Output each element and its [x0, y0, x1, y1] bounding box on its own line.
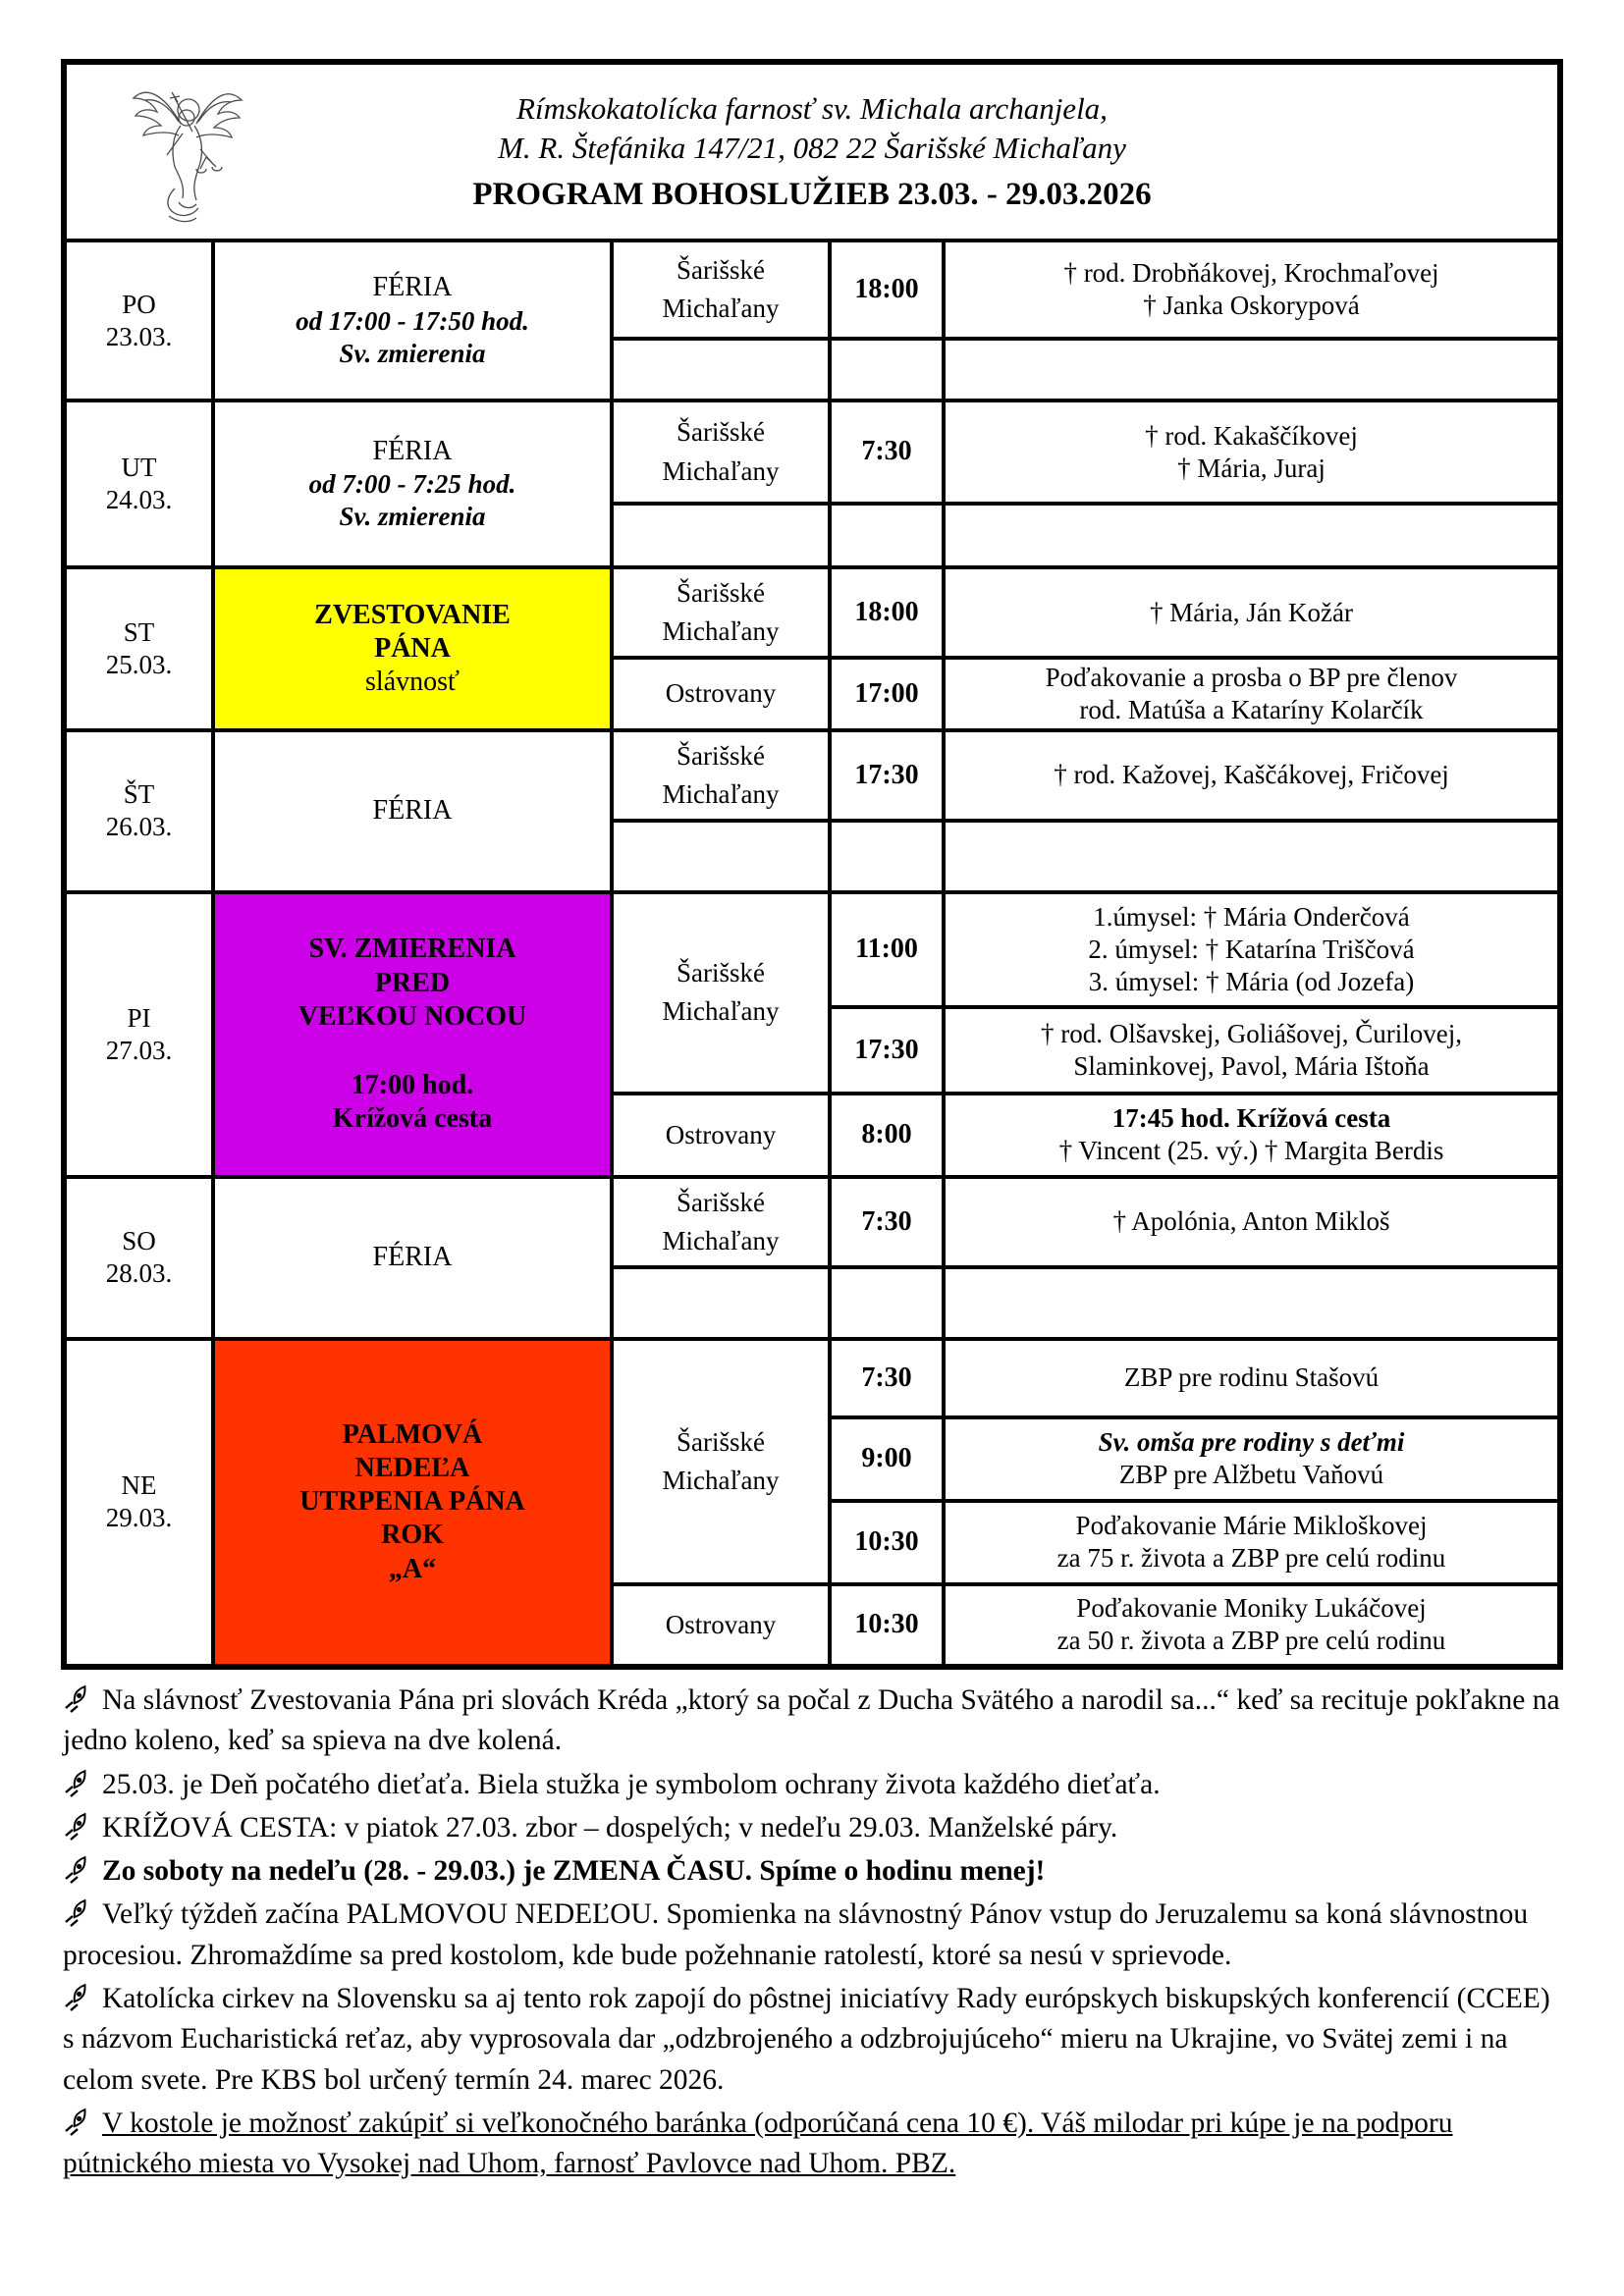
pen-bullet-icon [63, 1811, 92, 1841]
day-date: 28.03. [105, 1258, 173, 1289]
place-cell: Šarišské Michaľany [612, 892, 830, 1094]
day-cell-stv [64, 730, 213, 892]
empty-place-cell [612, 339, 830, 400]
empty-place-cell [612, 821, 830, 892]
intention-line: † rod. Drobňákovej, Krochmaľovej [1063, 258, 1439, 289]
feast-name: FÉRIA [372, 795, 453, 827]
pen-bullet-icon [63, 1768, 92, 1797]
feast-name: PÁNA [374, 632, 451, 664]
intention-line: † rod. Kažovej, Kaščákovej, Fričovej [1054, 760, 1449, 790]
feast-rank: slávnosť [365, 667, 460, 698]
intention-cell [944, 1094, 1560, 1177]
feast-cell-zvestovanie [213, 567, 612, 730]
time-cell: 17:00 [830, 658, 944, 730]
pen-bullet-icon [63, 1683, 92, 1713]
confession-title: PRED [374, 967, 451, 998]
intention-cell [944, 1417, 1560, 1501]
announcement-item-easter-lamb [63, 2104, 1565, 2185]
intention-line: za 50 r. života a ZBP pre celú rodinu [1056, 1626, 1446, 1656]
day-cell-pi [64, 892, 213, 1177]
confession-title: VEĽKOU NOCOU [298, 1000, 527, 1032]
time-cell: 10:30 [830, 1584, 944, 1667]
feast-name: NEDEĽA [354, 1453, 470, 1484]
empty-intention-cell [944, 504, 1560, 567]
st-michael-logo-icon [124, 73, 251, 230]
announcement-item [63, 1895, 1565, 1976]
intention-line: † rod. Olšavskej, Goliášovej, Čurilovej, [1041, 1018, 1462, 1048]
feast-cell-ut [213, 400, 612, 567]
page-title: PROGRAM BOHOSLUŽIEB 23.03. - 29.03.2026 [472, 176, 1152, 212]
intention-cell [944, 1177, 1560, 1267]
day-abbr: NE [121, 1470, 157, 1501]
place-cell: Ostrovany [612, 1094, 830, 1177]
confession-title: SV. ZMIERENIA [308, 934, 516, 965]
place-cell: Šarišské Michaľany [612, 567, 830, 658]
place-cell: Šarišské Michaľany [612, 1177, 830, 1267]
empty-place-cell [612, 504, 830, 567]
way-of-cross-label: Krížová cesta [332, 1103, 493, 1135]
parish-name: Rímskokatolícka farnosť sv. Michala archanjela, [516, 91, 1108, 127]
day-date: 24.03. [105, 485, 173, 514]
place-cell: Šarišské Michaľany [612, 240, 830, 339]
feast-name: FÉRIA [372, 272, 453, 303]
place-cell: Šarišské Michaľany [612, 1339, 830, 1584]
time-cell: 17:30 [830, 730, 944, 821]
empty-time-cell [830, 1267, 944, 1339]
intention-cell [944, 240, 1560, 339]
pen-bullet-icon [63, 1854, 92, 1884]
way-of-cross-time: 17:00 hod. [351, 1069, 474, 1100]
place-cell: Ostrovany [612, 1584, 830, 1667]
intention-line: Poďakovanie Márie Mikloškovej [1075, 1511, 1428, 1541]
day-cell-ut [64, 400, 213, 567]
confession-label: Sv. zmierenia [339, 502, 486, 532]
intention-cell [944, 1584, 1560, 1667]
intention-cell [944, 892, 1560, 1007]
parish-address: M. R. Štefánika 147/21, 082 22 Šarišské Michaľany [498, 131, 1126, 166]
day-date: 27.03. [105, 1035, 173, 1065]
time-cell: 17:30 [830, 1007, 944, 1094]
intention-line: ZBP pre Alžbetu Vaňovú [1118, 1460, 1384, 1490]
pen-bullet-icon [63, 1897, 92, 1927]
intention-line: † Apolónia, Anton Mikloš [1112, 1206, 1390, 1237]
time-cell: 7:30 [830, 400, 944, 504]
time-cell: 7:30 [830, 1177, 944, 1267]
feast-name: PALMOVÁ [342, 1418, 483, 1450]
intention-line: † Mária, Juraj [1177, 453, 1326, 483]
intention-line: † rod. Kakaščíkovej [1145, 420, 1358, 451]
day-abbr: PO [122, 289, 156, 319]
intention-cell [944, 567, 1560, 658]
announcements-section [63, 1681, 1565, 2188]
time-cell: 7:30 [830, 1339, 944, 1417]
intention-line: 2. úmysel: † Katarína Triščová [1088, 934, 1415, 964]
day-cell-so [64, 1177, 213, 1339]
intention-line: † Janka Oskorypová [1143, 291, 1360, 320]
way-of-cross-note: 17:45 hod. Krížová cesta [1111, 1103, 1391, 1134]
day-abbr: UT [121, 453, 157, 483]
mass-schedule-table [61, 59, 1563, 1670]
place-cell: Ostrovany [612, 658, 830, 730]
liturgical-year: „A“ [388, 1553, 437, 1584]
place-cell: Šarišské Michaľany [612, 730, 830, 821]
place-cell: Šarišské Michaľany [612, 400, 830, 504]
pen-bullet-icon [63, 2107, 92, 2136]
announcement-text: Katolícka cirkev na Slovensku sa aj tento rok zapojí do pôstnej iniciatívy Rady európskych biskupských konferencií (CCEE) s názvom Eucharistická reťaz, aby vyprosovala dar „odzbrojeného a odzbrojujúceho“ mieru na Ukrajine, vo Svätej zemi i na celom svete. Pre KBS bol určený termín 24. marec 2026. [63, 1983, 1550, 2096]
table-header [64, 62, 1560, 240]
feast-cell-zmierenie [213, 892, 612, 1177]
intention-line: Poďakovanie a prosba o BP pre členov [1045, 663, 1458, 692]
intention-line: Slaminkovej, Pavol, Mária Ištoňa [1073, 1050, 1430, 1081]
intention-line: 3. úmysel: † Mária (od Jozefa) [1088, 966, 1415, 996]
announcement-item [63, 1979, 1565, 2101]
time-cell: 9:00 [830, 1417, 944, 1501]
announcement-item [63, 1765, 1565, 1805]
intention-line: ZBP pre rodinu Stašovú [1123, 1362, 1380, 1393]
announcement-text: KRÍŽOVÁ CESTA: v piatok 27.03. zbor – dospelých; v nedeľu 29.03. Manželské páry. [102, 1811, 1118, 1843]
intention-line: † Mária, Ján Kožár [1150, 597, 1353, 627]
confession-time: od 7:00 - 7:25 hod. [308, 469, 516, 500]
day-date: 26.03. [105, 812, 173, 842]
spacer [221, 1034, 604, 1069]
day-date: 25.03. [105, 649, 173, 679]
day-cell-ne [64, 1339, 213, 1667]
announcement-text: V kostole je možnosť zakúpiť si veľkonočného baránka (odporúčaná cena 10 €). Váš milodar pri kúpe je na podporu pútnického miesta vo Vysokej nad Uhom, farnosť Pavlovce nad Uhom. PBZ. [63, 2107, 1453, 2180]
empty-time-cell [830, 821, 944, 892]
time-cell: 18:00 [830, 240, 944, 339]
family-mass-note: Sv. omša pre rodiny s deťmi [1098, 1427, 1405, 1458]
empty-intention-cell [944, 339, 1560, 400]
day-date: 23.03. [105, 321, 173, 351]
day-cell-st [64, 567, 213, 730]
time-cell: 11:00 [830, 892, 944, 1007]
intention-cell [944, 1501, 1560, 1584]
feast-name: UTRPENIA PÁNA [299, 1486, 525, 1518]
empty-place-cell [612, 1267, 830, 1339]
feast-name: FÉRIA [372, 1242, 453, 1273]
empty-intention-cell [944, 1267, 1560, 1339]
intention-cell [944, 1339, 1560, 1417]
day-date: 29.03. [105, 1503, 173, 1533]
intention-cell [944, 400, 1560, 504]
intention-cell [944, 730, 1560, 821]
day-abbr: ŠT [123, 779, 155, 810]
announcement-text: Zo soboty na nedeľu (28. - 29.03.) je ZMENA ČASU. Spíme o hodinu menej! [102, 1855, 1046, 1888]
empty-intention-cell [944, 821, 1560, 892]
announcement-text: 25.03. je Deň počatého dieťaťa. Biela stužka je symbolom ochrany života každého dieťaťa. [102, 1768, 1161, 1800]
feast-name: ZVESTOVANIE [314, 599, 511, 630]
day-abbr: SO [122, 1226, 156, 1256]
empty-time-cell [830, 339, 944, 400]
announcement-text: Na slávnosť Zvestovania Pána pri slovách Kréda „ktorý sa počal z Ducha Svätého a narodil sa...“ keď sa recituje pokľakne na jedno koleno, keď sa spieva na dve kolená. [63, 1684, 1560, 1757]
intention-line: † Vincent (25. vý.) † Margita Berdis [1058, 1136, 1444, 1166]
announcement-item [63, 1808, 1565, 1848]
feast-cell-stv [213, 730, 612, 892]
intention-cell [944, 1007, 1560, 1094]
time-cell: 10:30 [830, 1501, 944, 1584]
intention-line: 1.úmysel: † Mária Onderčová [1093, 901, 1410, 932]
day-cell-po [64, 240, 213, 400]
intention-line: Poďakovanie Moniky Lukáčovej [1076, 1593, 1427, 1624]
announcement-item-time-change [63, 1851, 1565, 1892]
intention-line: za 75 r. života a ZBP pre celú rodinu [1056, 1543, 1446, 1574]
day-abbr: ST [123, 617, 155, 647]
feast-cell-po [213, 240, 612, 400]
confession-label: Sv. zmierenia [339, 338, 486, 368]
time-cell: 8:00 [830, 1094, 944, 1177]
pen-bullet-icon [63, 1982, 92, 2011]
day-abbr: PI [127, 1002, 151, 1033]
confession-time: od 17:00 - 17:50 hod. [296, 305, 529, 336]
intention-line: rod. Matúša a Kataríny Kolarčík [1079, 694, 1424, 724]
empty-time-cell [830, 504, 944, 567]
liturgical-year: ROK [381, 1520, 444, 1551]
feast-cell-so [213, 1177, 612, 1339]
intention-cell [944, 658, 1560, 730]
feast-cell-palmova-nedela [213, 1339, 612, 1667]
announcement-item [63, 1681, 1565, 1762]
announcement-text: Veľký týždeň začína PALMOVOU NEDEĽOU. Spomienka na slávnostný Pánov vstup do Jeruzalemu sa koná slávnostnou procesiou. Zhromaždíme sa pred kostolom, kde bude požehnanie ratolestí, ktoré sa nesú v sprievode. [63, 1898, 1529, 1971]
time-cell: 18:00 [830, 567, 944, 658]
feast-name: FÉRIA [372, 435, 453, 466]
